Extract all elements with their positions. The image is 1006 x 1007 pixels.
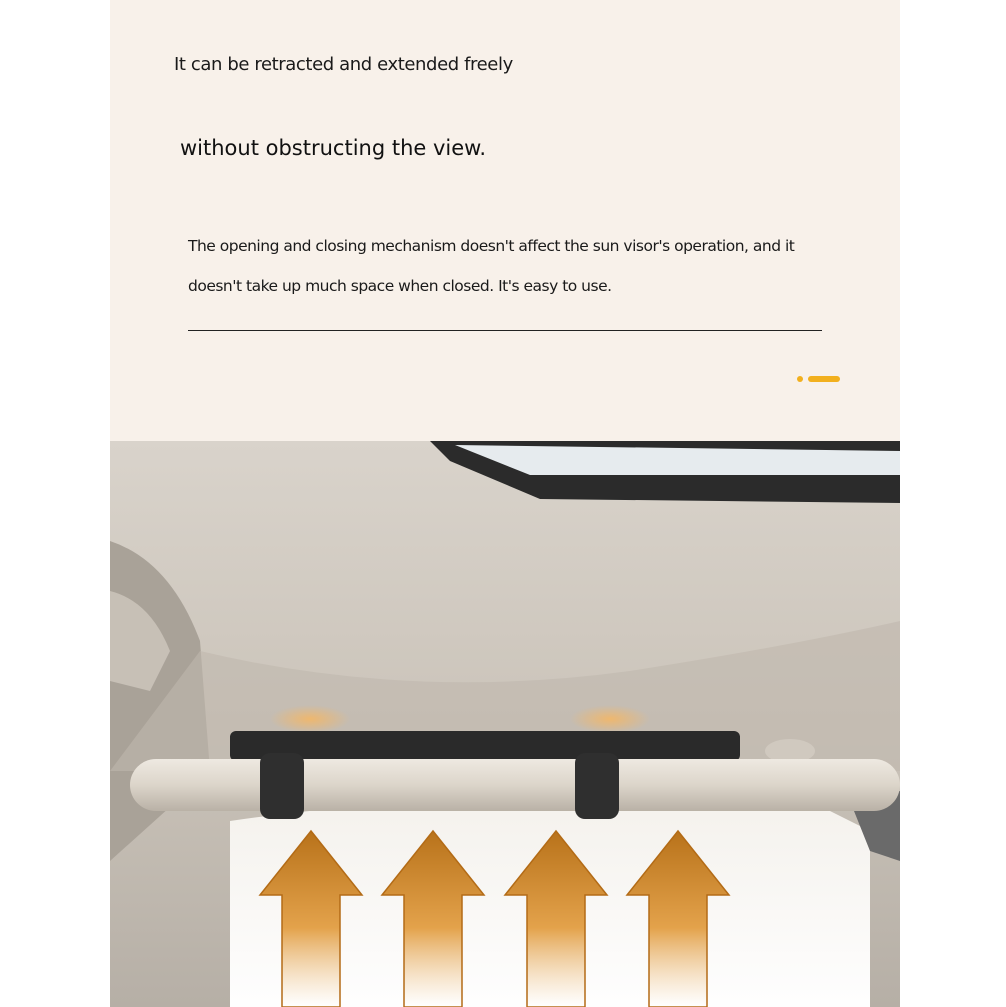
- description-text: The opening and closing mechanism doesn't affect the sun visor's operation, and it doesn't take up much space when closed. It's easy to use.: [188, 237, 795, 295]
- divider: [188, 330, 822, 331]
- text-section: [110, 0, 900, 441]
- car-interior-photo: [110, 441, 900, 1007]
- heading-line-1: It can be retracted and extended freely: [174, 54, 513, 75]
- pagination-indicator: [797, 376, 841, 382]
- pagination-dot: [797, 376, 803, 382]
- heading-line-2: without obstructing the view.: [180, 136, 487, 160]
- pagination-dot-active: [808, 376, 840, 382]
- product-panel: [110, 0, 900, 1007]
